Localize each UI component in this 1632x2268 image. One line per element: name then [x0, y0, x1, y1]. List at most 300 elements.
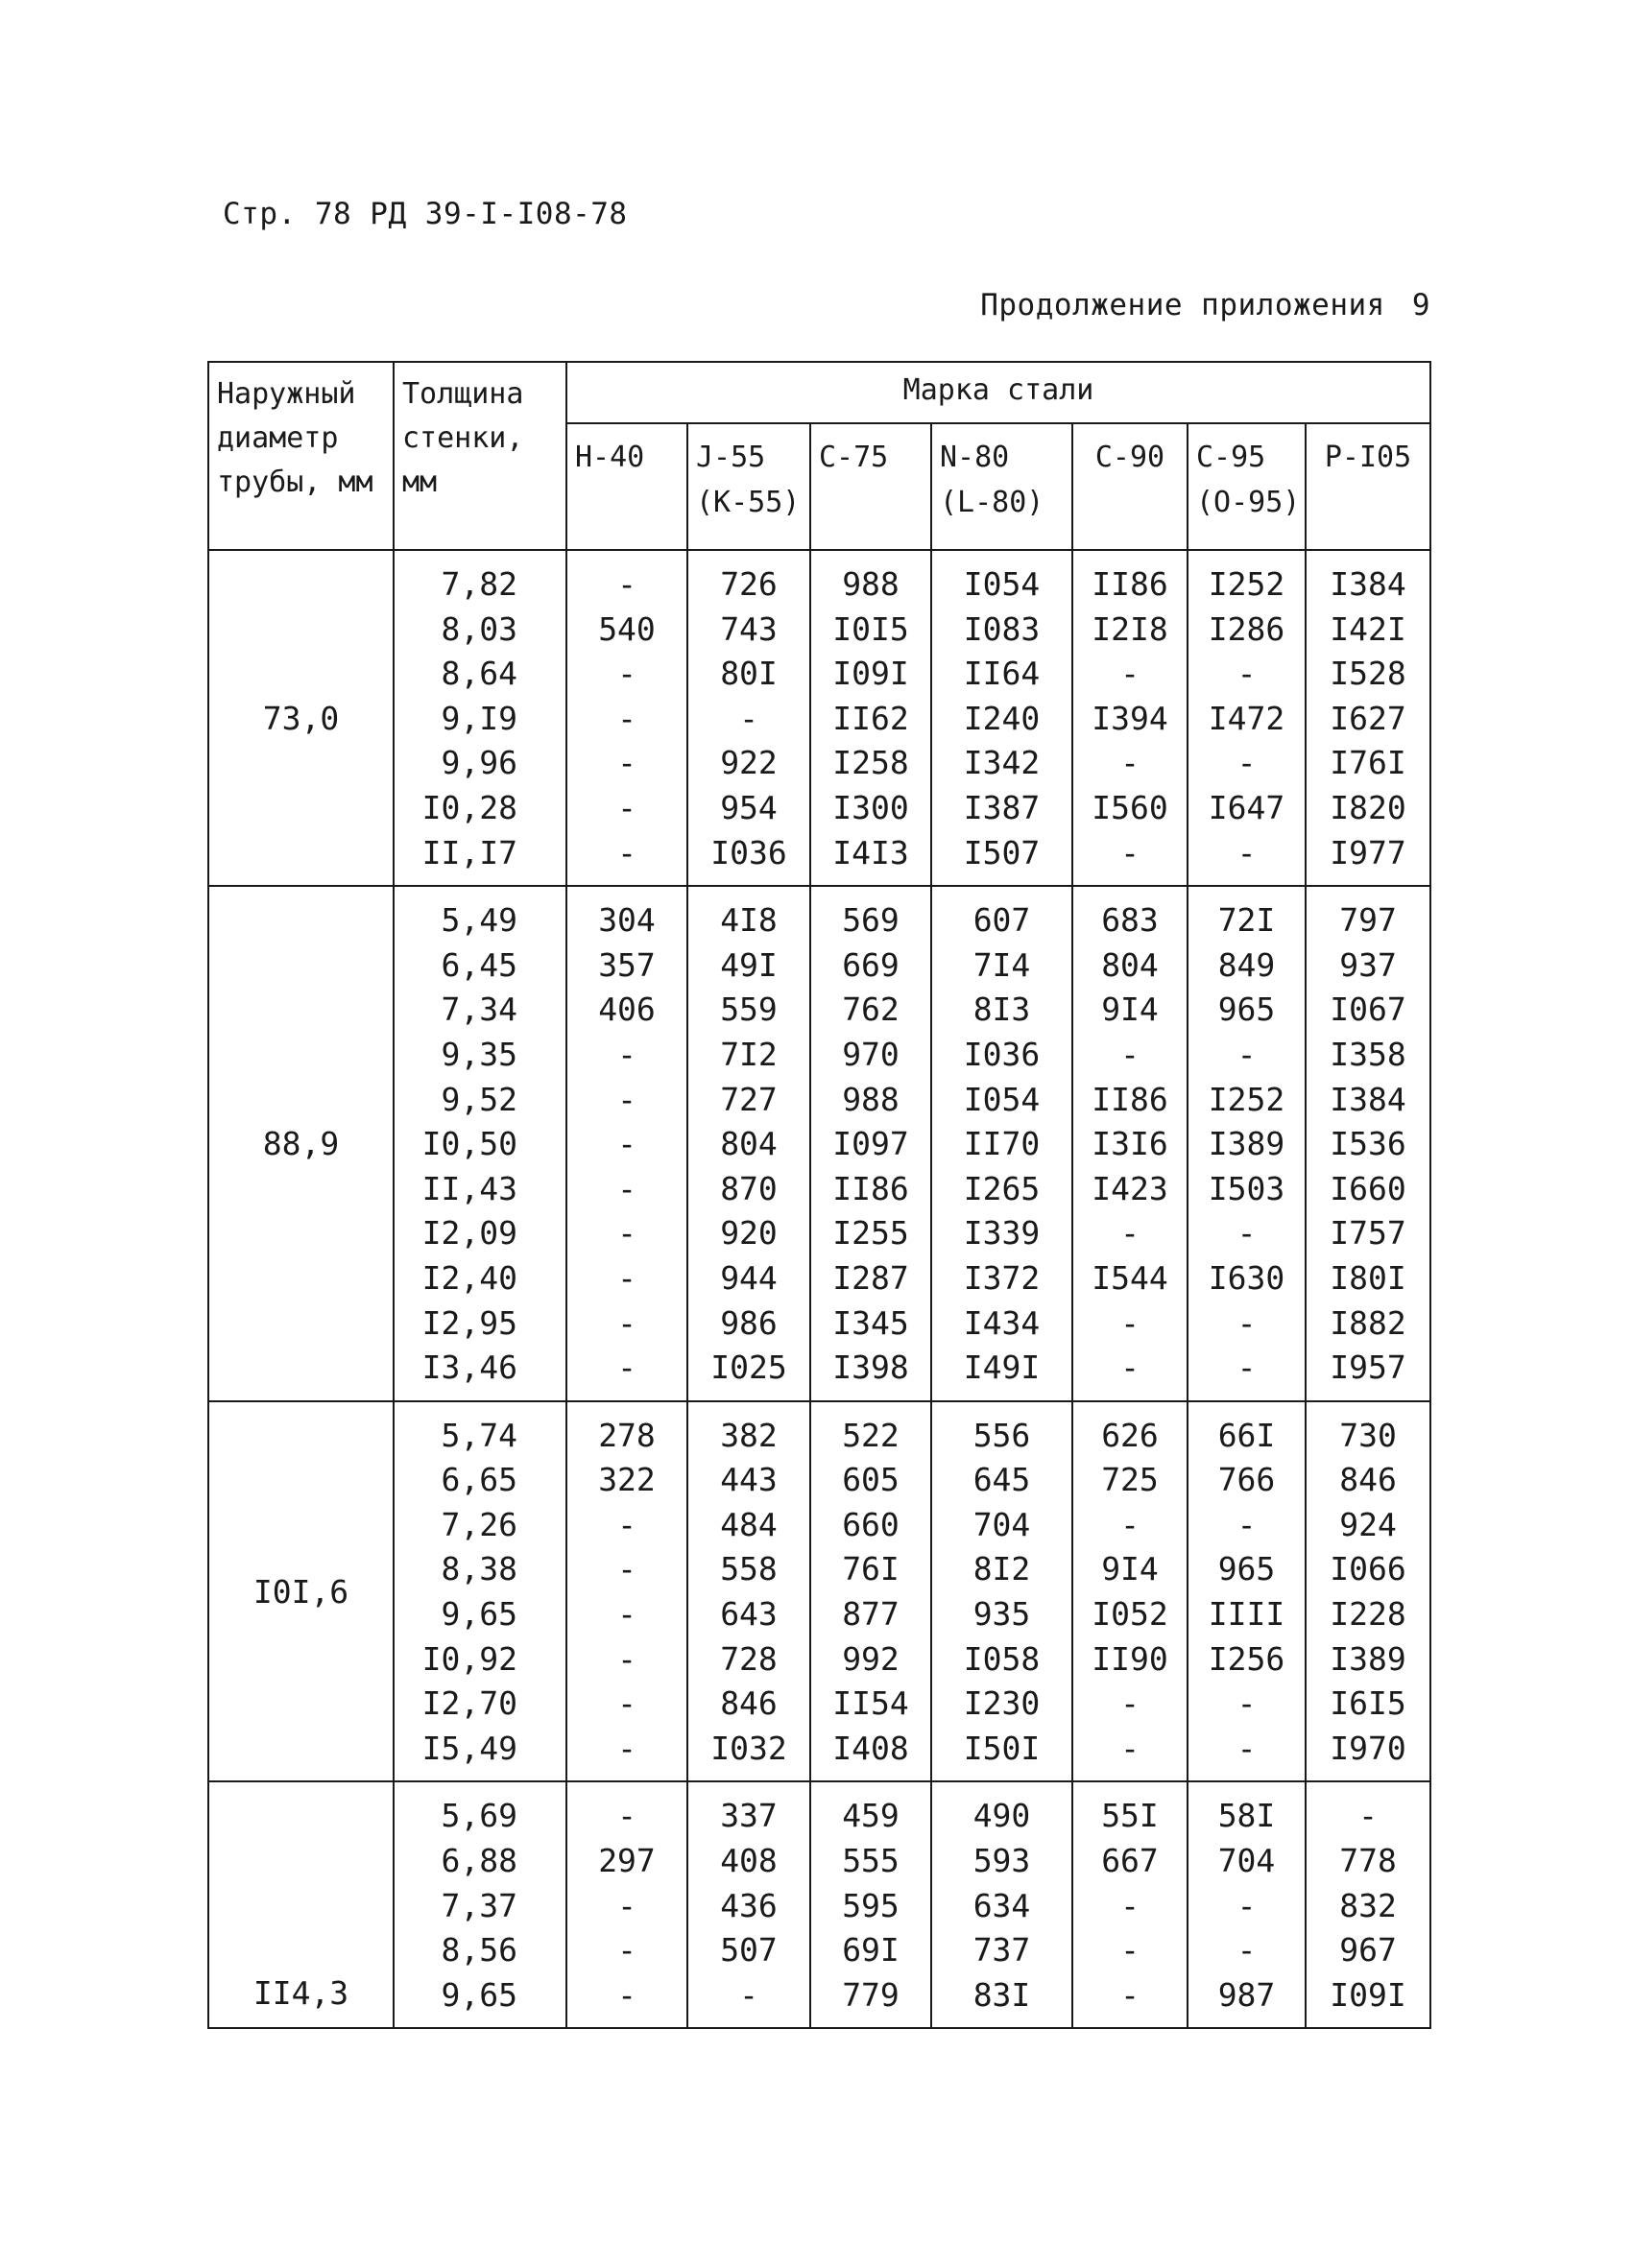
- pressure-value: I0I5: [832, 609, 909, 648]
- pressure-value: -: [617, 1797, 636, 1835]
- wall-thickness-value: 5,74: [441, 1416, 517, 1454]
- wall-thickness-value: I2,09: [421, 1214, 517, 1253]
- pressure-value: 8I2: [972, 1550, 1031, 1588]
- pressure-value: I434: [963, 1303, 1041, 1342]
- pressure-value: 558: [720, 1550, 778, 1588]
- pressure-value: I058: [963, 1639, 1041, 1678]
- pressure-value: 69I: [842, 1931, 900, 1970]
- pressure-value: I408: [832, 1729, 909, 1767]
- pressure-value: I820: [1330, 788, 1406, 826]
- pressure-value: I036: [710, 833, 787, 871]
- pressure-value: I630: [1208, 1258, 1285, 1297]
- pressure-value: -: [1120, 1729, 1140, 1767]
- pressure-value: I384: [1330, 1080, 1406, 1118]
- wall-thickness-value: 8,03: [441, 609, 517, 648]
- pressure-value: -: [617, 655, 636, 693]
- pressure-value: -: [617, 1505, 636, 1543]
- pressure-column-cell: [566, 1401, 687, 1782]
- pressure-value: 669: [842, 945, 900, 984]
- pressure-value: I76I: [1330, 744, 1406, 782]
- pressure-value: -: [1236, 1886, 1257, 1924]
- pressure-column-cell: [687, 1781, 810, 2028]
- wall-thickness-value: 9,65: [441, 1595, 517, 1634]
- pressure-value: 725: [1101, 1461, 1159, 1499]
- pressure-value: I757: [1330, 1214, 1406, 1253]
- pressure-value: 490: [972, 1797, 1031, 1835]
- pressure-value: I342: [963, 744, 1041, 782]
- pressure-value: I389: [1330, 1639, 1406, 1678]
- pressure-value: 4I8: [720, 901, 778, 940]
- pressure-value: I054: [963, 565, 1041, 603]
- wall-thickness-value: 7,37: [441, 1886, 517, 1924]
- table-row: [208, 1781, 1430, 2028]
- pressure-value: -: [617, 1886, 636, 1924]
- pressure-value: I4I3: [832, 833, 909, 871]
- pressure-value: 967: [1339, 1931, 1397, 1970]
- pressure-column-cell: [687, 550, 810, 886]
- pressure-value: I387: [963, 788, 1041, 826]
- pressure-value: IIII: [1208, 1595, 1285, 1634]
- pressure-column-cell: [1306, 1401, 1430, 1782]
- pressure-column-cell: [931, 1401, 1072, 1782]
- wall-thickness-value: 9,I9: [441, 699, 517, 737]
- pressure-value: 944: [720, 1258, 778, 1297]
- pressure-column-cell: [566, 886, 687, 1401]
- pressure-value: 920: [720, 1214, 778, 1253]
- pressure-value: 634: [972, 1886, 1031, 1924]
- wall-thickness-value: 9,96: [441, 744, 517, 782]
- outer-diameter-cell: 88,9: [208, 886, 394, 1401]
- header-grade: [687, 423, 810, 550]
- pressure-value: I6I5: [1330, 1684, 1406, 1723]
- pressure-value: 406: [598, 991, 656, 1029]
- pressure-value: II70: [963, 1125, 1041, 1163]
- pressure-value: 683: [1101, 901, 1159, 940]
- pressure-value: 726: [720, 565, 778, 603]
- pressure-value: -: [617, 1931, 636, 1970]
- grade-alias: (L-80): [940, 485, 1044, 519]
- pressure-value: 667: [1101, 1842, 1159, 1880]
- grade-alias: (О-95): [1196, 485, 1301, 519]
- grade-name: С-75: [819, 441, 889, 474]
- grade-alias: (K-55): [696, 485, 801, 519]
- pressure-value: -: [617, 1258, 636, 1297]
- pressure-value: 322: [598, 1461, 656, 1499]
- pressure-value: I544: [1092, 1258, 1168, 1297]
- pressure-value: 80I: [720, 655, 778, 693]
- pressure-value: 522: [842, 1416, 900, 1454]
- wall-thickness-value: I2,40: [421, 1258, 517, 1297]
- pressure-value: I394: [1092, 699, 1168, 737]
- pressure-value: I503: [1208, 1169, 1285, 1207]
- diameter-group: [208, 1781, 1430, 2028]
- wall-thickness-cell: [394, 1401, 566, 1782]
- pressure-value: I339: [963, 1214, 1041, 1253]
- pressure-value: II62: [832, 699, 909, 737]
- pressure-value: -: [1120, 1349, 1140, 1387]
- pressure-value: I42I: [1330, 609, 1406, 648]
- header-grade: [1188, 423, 1306, 550]
- grade-name: Р-I05: [1324, 441, 1412, 474]
- pressure-value: 797: [1339, 901, 1397, 940]
- pressure-value: 55I: [1101, 1797, 1159, 1835]
- pressure-value: 49I: [720, 945, 778, 984]
- pressure-column-cell: [931, 886, 1072, 1401]
- pressure-value: -: [1236, 1505, 1257, 1543]
- pressure-value: II86: [1092, 1080, 1168, 1118]
- pressure-value: -: [1120, 1886, 1140, 1924]
- pressure-value: I255: [832, 1214, 909, 1253]
- pressure-value: 605: [842, 1461, 900, 1499]
- wall-thickness-value: 5,49: [441, 901, 517, 940]
- pressure-value: I252: [1208, 1080, 1285, 1118]
- pressure-value: -: [1236, 1303, 1257, 1342]
- wall-thickness-value: I0,50: [421, 1125, 517, 1163]
- pressure-value: I054: [963, 1080, 1041, 1118]
- continuation-label: Продолжение приложения: [980, 288, 1385, 322]
- wall-thickness-value: II,I7: [421, 833, 517, 871]
- wall-thickness-value: 9,65: [441, 1975, 517, 2014]
- pressure-value: I052: [1092, 1595, 1168, 1634]
- pressure-value: 408: [720, 1842, 778, 1880]
- pressure-value: 804: [1101, 945, 1159, 984]
- wall-thickness-value: 6,88: [441, 1842, 517, 1880]
- wall-thickness-value: 7,34: [441, 991, 517, 1029]
- pressure-column-cell: [687, 1401, 810, 1782]
- appendix-number: 9: [1411, 288, 1430, 322]
- wall-thickness-value: I2,95: [421, 1303, 517, 1342]
- pressure-value: 935: [972, 1595, 1031, 1634]
- pressure-value: -: [617, 1169, 636, 1207]
- wall-thickness-value: 7,82: [441, 565, 517, 603]
- pressure-value: I230: [963, 1684, 1041, 1723]
- pressure-value: I265: [963, 1169, 1041, 1207]
- pressure-column-cell: [687, 886, 810, 1401]
- pressure-value: -: [1120, 1035, 1140, 1073]
- pressure-value: 846: [1339, 1461, 1397, 1499]
- pressure-value: I882: [1330, 1303, 1406, 1342]
- pressure-column-cell: [566, 1781, 687, 2028]
- pressure-value: I423: [1092, 1169, 1168, 1207]
- pressure-value: 555: [842, 1842, 900, 1880]
- pressure-value: I647: [1208, 788, 1285, 826]
- pressure-value: 297: [598, 1842, 656, 1880]
- pressure-column-cell: [1188, 1401, 1306, 1782]
- pressure-value: 66I: [1217, 1416, 1276, 1454]
- header-grade: [566, 423, 687, 550]
- pressure-column-cell: [931, 1781, 1072, 2028]
- pressure-value: I358: [1330, 1035, 1406, 1073]
- pressure-value: II90: [1092, 1639, 1168, 1678]
- pressure-value: I660: [1330, 1169, 1406, 1207]
- wall-thickness-value: 9,35: [441, 1035, 517, 1073]
- wall-thickness-value: 6,45: [441, 945, 517, 984]
- pressure-value: 382: [720, 1416, 778, 1454]
- pressure-value: -: [1120, 1684, 1140, 1723]
- pressure-value: 877: [842, 1595, 900, 1634]
- wall-thickness-value: 5,69: [441, 1797, 517, 1835]
- pressure-column-cell: [810, 550, 931, 886]
- wall-thickness-value: I0,92: [421, 1639, 517, 1678]
- pressure-value: -: [739, 699, 758, 737]
- pressure-value: 730: [1339, 1416, 1397, 1454]
- pressure-value: I536: [1330, 1125, 1406, 1163]
- pressure-value: 443: [720, 1461, 778, 1499]
- grade-name: N-80: [940, 441, 1010, 474]
- pressure-value: I345: [832, 1303, 909, 1342]
- diameter-group: [208, 550, 1430, 886]
- pressure-value: I300: [832, 788, 909, 826]
- grade-name: С-95: [1196, 441, 1266, 474]
- pressure-value: 72I: [1217, 901, 1276, 940]
- pressure-value: -: [1236, 1684, 1257, 1723]
- pressure-value: 484: [720, 1505, 778, 1543]
- pressure-value: -: [1120, 833, 1140, 871]
- pressure-value: I09I: [832, 655, 909, 693]
- pressure-column-cell: [810, 886, 931, 1401]
- pressure-value: -: [1236, 744, 1257, 782]
- pressure-value: I398: [832, 1349, 909, 1387]
- pressure-value: 727: [720, 1080, 778, 1118]
- pressure-value: -: [1236, 1931, 1257, 1970]
- outer-diameter-cell: II4,3: [208, 1781, 394, 2028]
- pressure-value: I957: [1330, 1349, 1406, 1387]
- table-header: [208, 362, 1430, 550]
- pressure-value: -: [617, 1975, 636, 2014]
- wall-thickness-value: I5,49: [421, 1729, 517, 1767]
- wall-thickness-value: 7,26: [441, 1505, 517, 1543]
- pressure-value: 832: [1339, 1886, 1397, 1924]
- wall-thickness-value: I2,70: [421, 1684, 517, 1723]
- pressure-value: I970: [1330, 1729, 1406, 1767]
- pressure-value: I2I8: [1092, 609, 1168, 648]
- pressure-value: 595: [842, 1886, 900, 1924]
- pressure-value: I286: [1208, 609, 1285, 648]
- pressure-value: 9I4: [1101, 991, 1159, 1029]
- pressure-value: I472: [1208, 699, 1285, 737]
- pressure-value: 728: [720, 1639, 778, 1678]
- pressure-value: -: [1236, 1035, 1257, 1073]
- pressure-value: I560: [1092, 788, 1168, 826]
- pressure-value: -: [1120, 1303, 1140, 1342]
- grade-name: J-55: [696, 441, 766, 474]
- pressure-value: -: [1236, 655, 1257, 693]
- pressure-column-cell: [1072, 550, 1188, 886]
- pressure-value: -: [617, 744, 636, 782]
- pressure-value: 660: [842, 1505, 900, 1543]
- pressure-column-cell: [1072, 1781, 1188, 2028]
- header-wall-thickness: Толщина стенки, мм: [394, 362, 566, 550]
- header-grade: [810, 423, 931, 550]
- pressure-value: 937: [1339, 945, 1397, 984]
- pressure-value: 965: [1217, 1550, 1276, 1588]
- pressure-value: 593: [972, 1842, 1031, 1880]
- wall-thickness-value: II,43: [421, 1169, 517, 1207]
- pressure-value: I49I: [963, 1349, 1041, 1387]
- pressure-value: I066: [1330, 1550, 1406, 1588]
- wall-thickness-value: 9,52: [441, 1080, 517, 1118]
- pressure-value: I240: [963, 699, 1041, 737]
- pressure-value: I372: [963, 1258, 1041, 1297]
- table-row: [208, 1401, 1430, 1782]
- pressure-value: 76I: [842, 1550, 900, 1588]
- pressure-value: I977: [1330, 833, 1406, 871]
- pressure-value: 766: [1217, 1461, 1276, 1499]
- pressure-value: -: [617, 1214, 636, 1253]
- pressure-value: -: [1120, 744, 1140, 782]
- pressure-value: 988: [842, 1080, 900, 1118]
- pressure-value: -: [617, 1729, 636, 1767]
- pressure-value: 436: [720, 1886, 778, 1924]
- pressure-value: II54: [832, 1684, 909, 1723]
- pressure-value: 556: [972, 1416, 1031, 1454]
- pressure-value: 922: [720, 744, 778, 782]
- pressure-value: -: [1358, 1797, 1378, 1835]
- header-grade: [931, 423, 1072, 550]
- pressure-value: 607: [972, 901, 1031, 940]
- pressure-value: I507: [963, 833, 1041, 871]
- pressure-value: 988: [842, 565, 900, 603]
- pressure-value: 849: [1217, 945, 1276, 984]
- pressure-value: I258: [832, 744, 909, 782]
- table-row: [208, 550, 1430, 886]
- pressure-value: -: [617, 699, 636, 737]
- pressure-value: 992: [842, 1639, 900, 1678]
- wall-thickness-value: 8,38: [441, 1550, 517, 1588]
- pressure-value: 778: [1339, 1842, 1397, 1880]
- diameter-group: [208, 886, 1430, 1401]
- pressure-value: 846: [720, 1684, 778, 1723]
- pressure-column-cell: [1188, 886, 1306, 1401]
- pressure-value: -: [617, 565, 636, 603]
- pressure-value: 804: [720, 1125, 778, 1163]
- pressure-value: I50I: [963, 1729, 1041, 1767]
- pressure-value: -: [617, 1595, 636, 1634]
- pressure-value: 737: [972, 1931, 1031, 1970]
- wall-thickness-value: I3,46: [421, 1349, 517, 1387]
- header-grade: [1072, 423, 1188, 550]
- pressure-value: I032: [710, 1729, 787, 1767]
- pressure-value: I256: [1208, 1639, 1285, 1678]
- pressure-value: I80I: [1330, 1258, 1406, 1297]
- pressure-value: -: [617, 1639, 636, 1678]
- pressure-column-cell: [810, 1781, 931, 2028]
- pressure-value: 924: [1339, 1505, 1397, 1543]
- wall-thickness-cell: [394, 886, 566, 1401]
- pressure-value: -: [1120, 655, 1140, 693]
- wall-thickness-cell: [394, 1781, 566, 2028]
- pressure-value: 762: [842, 991, 900, 1029]
- pressure-value: 278: [598, 1416, 656, 1454]
- wall-thickness-value: 6,65: [441, 1461, 517, 1499]
- wall-thickness-cell: [394, 550, 566, 886]
- pressure-column-cell: [1306, 886, 1430, 1401]
- pressure-column-cell: [1306, 1781, 1430, 2028]
- pressure-value: 7I2: [720, 1035, 778, 1073]
- pressure-value: 304: [598, 901, 656, 940]
- wall-thickness-value: 8,56: [441, 1931, 517, 1970]
- pressure-value: I083: [963, 609, 1041, 648]
- pressure-value: 540: [598, 609, 656, 648]
- pressure-value: -: [617, 1303, 636, 1342]
- pressure-value: 357: [598, 945, 656, 984]
- pressure-value: -: [617, 1684, 636, 1723]
- pressure-value: 58I: [1217, 1797, 1276, 1835]
- pressure-value: -: [1120, 1975, 1140, 2014]
- pressure-column-cell: [1306, 550, 1430, 886]
- pressure-value: -: [1120, 1214, 1140, 1253]
- pressure-value: I025: [710, 1349, 787, 1387]
- pressure-value: -: [1120, 1931, 1140, 1970]
- pressure-column-cell: [1072, 1401, 1188, 1782]
- pressure-value: 626: [1101, 1416, 1159, 1454]
- pressure-column-cell: [1072, 886, 1188, 1401]
- pressure-value: 7I4: [972, 945, 1031, 984]
- pressure-value: I287: [832, 1258, 909, 1297]
- pressure-value: I252: [1208, 565, 1285, 603]
- pressure-value: -: [617, 1550, 636, 1588]
- outer-diameter-cell: 73,0: [208, 550, 394, 886]
- pressure-value: 704: [972, 1505, 1031, 1543]
- wall-thickness-value: I0,28: [421, 788, 517, 826]
- pressure-value: 507: [720, 1931, 778, 1970]
- page-reference: Стр. 78 РД 39-I-I08-78: [223, 197, 628, 231]
- pressure-value: II64: [963, 655, 1041, 693]
- pressure-value: I067: [1330, 991, 1406, 1029]
- grade-name: Н-40: [575, 441, 645, 474]
- pressure-column-cell: [931, 550, 1072, 886]
- pressure-column-cell: [1188, 1781, 1306, 2028]
- pressure-value: 986: [720, 1303, 778, 1342]
- pressure-value: I389: [1208, 1125, 1285, 1163]
- pressure-value: I228: [1330, 1595, 1406, 1634]
- pressure-value: -: [617, 1349, 636, 1387]
- pressure-value: 704: [1217, 1842, 1276, 1880]
- pressure-value: 83I: [972, 1975, 1031, 2014]
- header-steel-grade: Марка стали: [566, 362, 1430, 423]
- grade-name: С-90: [1094, 441, 1165, 474]
- pressure-value: 743: [720, 609, 778, 648]
- pressure-value: 965: [1217, 991, 1276, 1029]
- pressure-column-cell: [1188, 550, 1306, 886]
- pressure-value: 870: [720, 1169, 778, 1207]
- steel-pipe-table: [207, 361, 1431, 2029]
- pressure-value: 337: [720, 1797, 778, 1835]
- pressure-value: -: [617, 1125, 636, 1163]
- outer-diameter-cell: I0I,6: [208, 1401, 394, 1782]
- pressure-value: II86: [1092, 565, 1168, 603]
- pressure-value: I3I6: [1092, 1125, 1168, 1163]
- pressure-value: -: [1236, 1729, 1257, 1767]
- pressure-value: -: [617, 833, 636, 871]
- pressure-value: -: [739, 1975, 758, 2014]
- pressure-value: -: [617, 788, 636, 826]
- pressure-value: -: [617, 1080, 636, 1118]
- diameter-group: [208, 1401, 1430, 1782]
- pressure-value: I384: [1330, 565, 1406, 603]
- header-diameter: Наружный диаметр трубы, мм: [208, 362, 394, 550]
- table-row: [208, 886, 1430, 1401]
- wall-thickness-value: 8,64: [441, 655, 517, 693]
- pressure-value: 459: [842, 1797, 900, 1835]
- pressure-column-cell: [810, 1401, 931, 1782]
- pressure-value: I097: [832, 1125, 909, 1163]
- pressure-value: 779: [842, 1975, 900, 2014]
- pressure-value: 954: [720, 788, 778, 826]
- pressure-value: II86: [832, 1169, 909, 1207]
- pressure-value: -: [1236, 1349, 1257, 1387]
- pressure-value: I627: [1330, 699, 1406, 737]
